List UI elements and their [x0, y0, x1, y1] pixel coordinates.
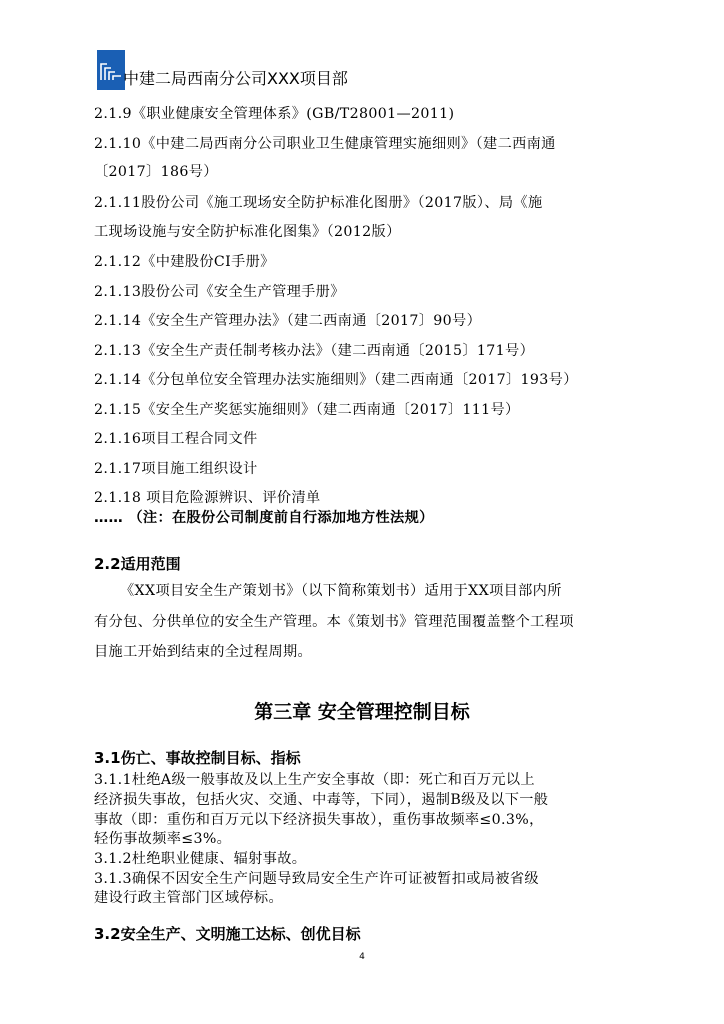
- reference-item: 工现场设施与安全防护标准化图集》（2012版）: [94, 224, 401, 240]
- scope-paragraph-line: 有分包、分供单位的安全生产管理。本《策划书》管理范围覆盖整个工程项: [94, 614, 574, 630]
- reference-item: 2.1.17项目施工组织设计: [94, 461, 258, 477]
- reference-item: 2.1.14《安全生产管理办法》（建二西南通〔2017〕90号）: [94, 313, 482, 329]
- section-3-1-heading: 3.1伤亡、事故控制目标、指标: [94, 749, 301, 767]
- reference-item: 2.1.14《分包单位安全管理办法实施细则》（建二西南通〔2017〕193号）: [94, 372, 578, 388]
- reference-item: 2.1.18 项目危险源辨识、评价清单: [94, 490, 321, 506]
- section-3-1-line: 3.1.1杜绝A级一般事故及以上生产安全事故（即：死亡和百万元以上: [94, 772, 535, 788]
- reference-item: 〔2017〕186号）: [94, 164, 218, 180]
- section-3-1-line: 3.1.2杜绝职业健康、辐射事故。: [94, 851, 307, 867]
- org-title: 中建二局西南分公司XXX项目部: [123, 69, 348, 88]
- reference-item: 2.1.11股份公司《施工现场安全防护标准化图册》（2017版）、局《施: [94, 195, 543, 211]
- reference-item: 2.1.15《安全生产奖惩实施细则》（建二西南通〔2017〕111号）: [94, 402, 520, 418]
- reference-item: 2.1.9《职业健康安全管理体系》(GB/T28001—2011): [94, 106, 455, 122]
- company-logo: [97, 50, 125, 90]
- chapter-title: 第三章 安全管理控制目标: [254, 701, 470, 723]
- reference-item: 2.1.13股份公司《安全生产管理手册》: [94, 284, 345, 300]
- section-3-2-heading: 3.2安全生产、文明施工达标、创优目标: [94, 925, 361, 943]
- scope-paragraph-line: 目施工开始到结束的全过程周期。: [94, 644, 313, 660]
- section-3-1-line: 3.1.3确保不因安全生产问题导致局安全生产许可证被暂扣或局被省级: [94, 871, 539, 887]
- section-3-1-line: 事故（即：重伤和百万元以下经济损失事故），重伤事故频率≤0.3%，: [94, 812, 544, 828]
- section-3-1-line: 轻伤事故频率≤3%。: [94, 831, 232, 847]
- section-3-1-line: 建设行政主管部门区域停标。: [94, 890, 283, 906]
- reference-item: 2.1.10《中建二局西南分公司职业卫生健康管理实施细则》（建二西南通: [94, 136, 556, 152]
- page-number: 4: [359, 952, 365, 962]
- section-3-1-line: 经济损失事故，包括火灾、交通、中毒等，下同），遏制B级及以下一般: [94, 792, 549, 808]
- reference-item: 2.1.16项目工程合同文件: [94, 431, 258, 447]
- scope-paragraph-line: 《XX项目安全生产策划书》（以下简称策划书）适用于XX项目部内所: [120, 583, 562, 599]
- regulation-note: …… （注：在股份公司制度前自行添加地方性法规）: [94, 510, 434, 526]
- reference-item: 2.1.13《安全生产责任制考核办法》（建二西南通〔2015〕171号）: [94, 343, 535, 359]
- reference-item: 2.1.12《中建股份CI手册》: [94, 254, 275, 270]
- scope-heading: 2.2适用范围: [94, 555, 181, 573]
